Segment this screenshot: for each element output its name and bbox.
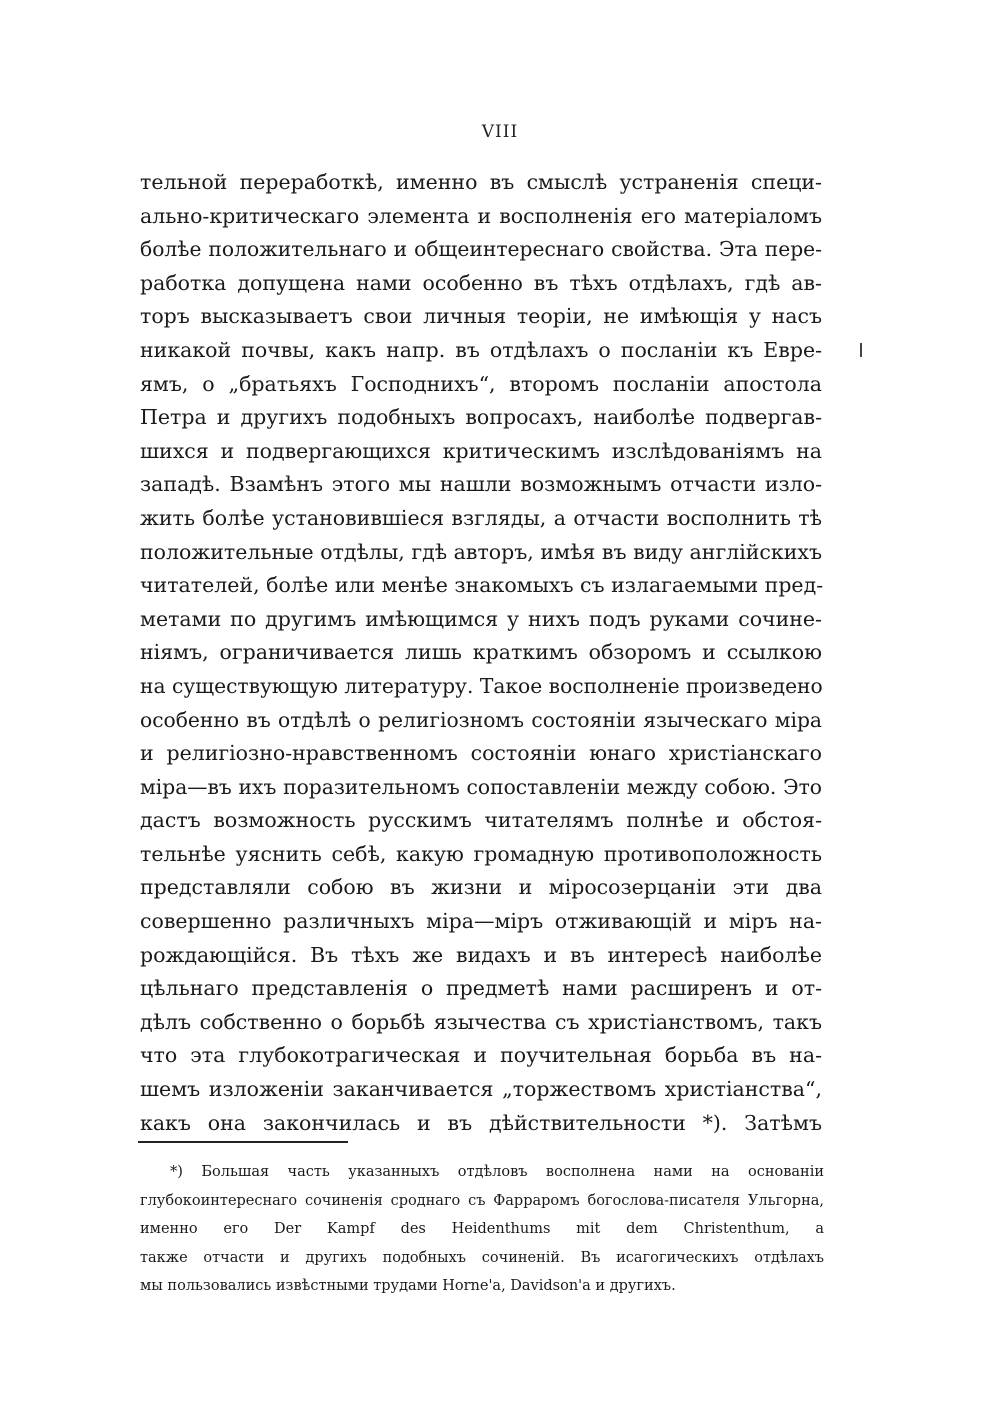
text-line: на существующую литературу. Такое восполненіе произведено (140, 673, 823, 698)
text-line: никакой почвы, какъ напр. въ отдѣлахъ о посланіи къ Евре- (140, 337, 822, 362)
text-line: болѣе положительнаго и общеинтереснаго свойства. Эта пере- (140, 237, 822, 262)
text-line: западѣ. Взамѣнъ этого мы нашли возможнымъ отчасти изло- (140, 472, 822, 497)
footnote (140, 1158, 824, 1301)
page-number: VIII (481, 122, 519, 142)
text-line: представляли собою въ жизни и міросозерцаніи эти два (140, 875, 822, 900)
text-line: торъ высказываетъ свои личныя теоріи, не имѣющія у насъ (140, 304, 822, 329)
text-line: и религіозно-нравственномъ состояніи юнаго христіанскаго (140, 741, 822, 766)
text-line: ніямъ, ограничивается лишь краткимъ обзоромъ и ссылкою (140, 640, 822, 665)
text-line: Петра и другихъ подобныхъ вопросахъ, наиболѣе подвергав- (140, 405, 822, 430)
text-line: положительные отдѣлы, гдѣ авторъ, имѣя въ виду англійскихъ (140, 539, 822, 564)
text-line: какъ она закончилась и въ дѣйствительности *). Затѣмъ (140, 1110, 822, 1135)
footnote-line: также отчасти и другихъ подобныхъ сочиненій. Въ исагогическихъ отдѣлахъ (140, 1249, 824, 1266)
text-line: ямъ, о „братьяхъ Господнихъ“, второмъ посланіи апостола (140, 371, 822, 396)
footnote-divider (138, 1141, 348, 1143)
text-line: особенно въ отдѣлѣ о религіозномъ состояніи языческаго міра (140, 707, 822, 732)
text-line: шемъ изложеніи заканчивается „торжествомъ христіанства“, (140, 1077, 822, 1102)
text-line: міра—въ ихъ поразительномъ сопоставленіи между собою. Это (140, 774, 822, 799)
text-line: жить болѣе установившіеся взгляды, а отчасти восполнить тѣ (140, 505, 822, 530)
main-text (140, 166, 822, 1140)
text-line: цѣльнаго представленія о предметѣ нами расширенъ и от- (140, 976, 822, 1001)
text-line: что эта глубокотрагическая и поучительная борьба въ на- (140, 1043, 822, 1068)
text-line: дастъ возможность русскимъ читателямъ полнѣе и обстоя- (140, 808, 822, 833)
text-line: работка допущена нами особенно въ тѣхъ отдѣлахъ, гдѣ ав- (140, 270, 822, 295)
footnote-line: глубокоинтереснаго сочиненія сроднаго съ Фарраромъ богослова-писателя Ульгорна, (140, 1192, 824, 1209)
text-line: шихся и подвергающихся критическимъ изслѣдованіямъ на (140, 438, 822, 463)
text-line: дѣлъ собственно о борьбѣ язычества съ христіанствомъ, такъ (140, 1009, 822, 1034)
text-line: ально-критическаго элемента и восполненія его матеріаломъ (140, 203, 822, 228)
text-line: тельной переработкѣ, именно въ смыслѣ устраненія специ- (140, 170, 822, 194)
margin-mark (860, 343, 862, 357)
footnote-line: мы пользовались извѣстными трудами Horne'a, Davidson'a и другихъ. (140, 1278, 676, 1294)
text-line: тельнѣе уяснить себѣ, какую громадную противоположность (140, 841, 822, 866)
text-line: совершенно различныхъ міра—міръ отживающій и міръ на- (140, 909, 822, 934)
footnote-line: именно его Der Kampf des Heidenthums mit dem Christenthum, а (140, 1221, 824, 1237)
text-line: метами по другимъ имѣющимся у нихъ подъ руками сочине- (140, 606, 822, 631)
footnote-line: *) Большая часть указанныхъ отдѣловъ восполнена нами на основаніи (170, 1164, 824, 1180)
text-line: рождающійся. Въ тѣхъ же видахъ и въ интересѣ наиболѣе (140, 942, 822, 967)
text-line: читателей, болѣе или менѣе знакомыхъ съ излагаемыми пред- (140, 573, 824, 598)
